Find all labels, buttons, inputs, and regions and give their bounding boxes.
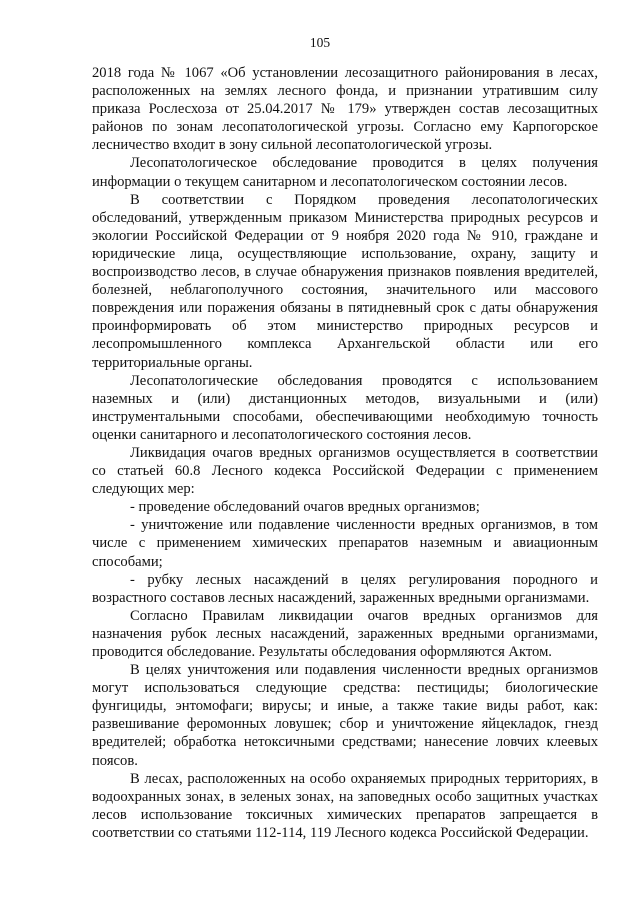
paragraph-inspection-methods: Лесопатологические обследования проводятся с использованием наземных и (или) дистанционных методов, визуальными и (или) инструментальными способами, обеспечивающими необходимую точность оценки санитарного и лесопатологического состояния лесов. — [92, 372, 598, 443]
paragraph-inspection-procedure: В соответствии с Порядком проведения лесопатологических обследований, утвержденным приказом Министерства природных ресурсов и экологии Российской Федерации от 9 ноября 2020 года № 910, граждане и юридические лица, осуществляющие использование, охрану, защиту и воспроизводство лесов, в случае обнаружения признаков появления вредителей, болезней, неблагополучного состояния, значительного или массового повреждения или поражения обязаны в пятидневный срок с даты обнаружения проинформировать об этом министерство природных ресурсов и лесопромышленного комплекса Архангельской области или его территориальные органы. — [92, 191, 598, 371]
list-item-suppression: - уничтожение или подавление численности вредных организмов, в том числе с применением химических препаратов наземным и авиационным способами; — [92, 517, 598, 570]
paragraph-inspection-purpose: Лесопатологическое обследование проводится в целях получения информации о текущем санитарном и лесопатологическом состоянии лесов. — [92, 155, 598, 190]
paragraph-control-means: В целях уничтожения или подавления численности вредных организмов могут использоваться следующие средства: пестициды; биологические фунгициды, энтомофаги; вирусы; и иные, а также такие виды работ, как: развешивание феромонных ловушек; сбор и уничтожение яйцекладок, гнезд вредителей; обработка нетоксичными средствами; нанесение ловчих клеевых поясов. — [92, 662, 598, 769]
paragraph-protected-areas: В лесах, расположенных на особо охраняемых природных территориях, в водоохранных зонах, в зеленых зонах, на заповедных особо защитных участках лесов использование токсичных химических препаратов запрещается в соответствии со статьями 112-114, 119 Лесного кодекса Российской Федерации. — [92, 770, 598, 841]
list-item-felling: - рубку лесных насаждений в целях регулирования породного и возрастного составов лесных насаждений, зараженных вредными организмами. — [92, 571, 598, 606]
body-text — [92, 64, 598, 842]
paragraph-continuation: 2018 года № 1067 «Об установлении лесозащитного районирования в лесах, расположенных на землях лесного фонда, и признании утратившим силу приказа Рослесхоза от 25.04.2017 № 179» утвержден состав лесозащитных районов по зонам лесопатологической угрозы. Согласно ему Карпогорское лесничество входит в зону сильной лесопатологической угрозы. — [92, 65, 598, 154]
paragraph-liquidation-measures: Ликвидация очагов вредных организмов осуществляется в соответствии со статьей 60.8 Лесного кодекса Российской Федерации с применением следующих мер: — [92, 444, 598, 498]
paragraph-rules-act: Согласно Правилам ликвидации очагов вредных организмов для назначения рубок лесных насаждений, зараженных вредными организмами, проводится обследование. Результаты обследования оформляются Актом. — [92, 607, 598, 660]
list-item-inspection: - проведение обследований очагов вредных организмов; — [130, 499, 480, 516]
page-number: 105 — [309, 35, 331, 50]
